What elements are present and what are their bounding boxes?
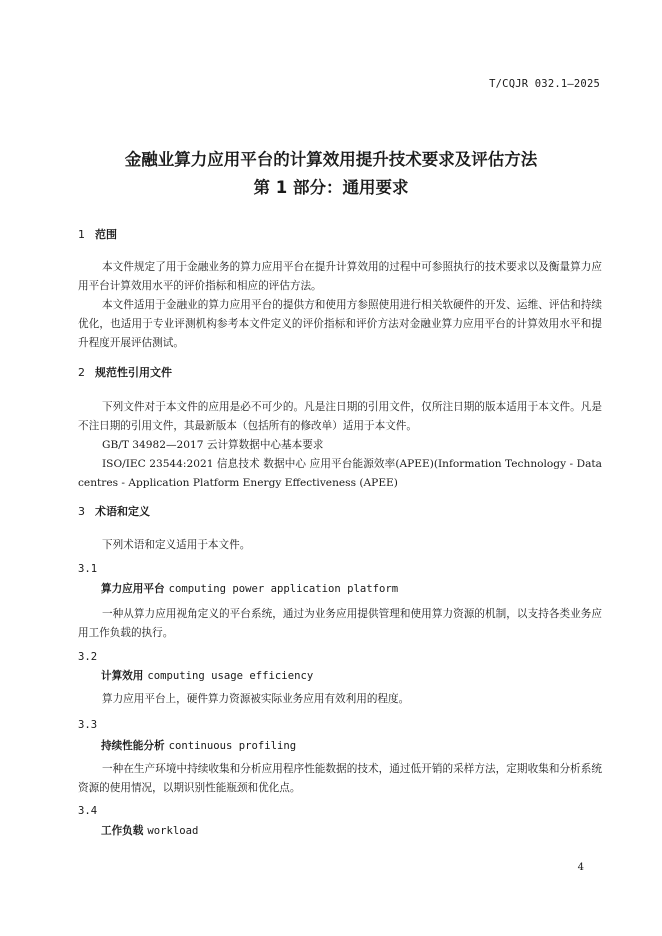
term-name-zh: 工作负载 (101, 825, 144, 837)
term-definition: 一种在生产环境中持续收集和分析应用程序性能数据的技术，通过低开销的采样方法，定期收集和分析系统资源的使用情况，以期识别性能瓶颈和优化点。 (78, 763, 602, 794)
term-number: 3.3 (78, 719, 98, 731)
paragraph: 下列文件对于本文件的应用是必不可少的。凡是注日期的引用文件，仅所注日期的版本适用于本文件。凡是不注日期的引用文件，其最新版本（包括所有的修改单）适用于本文件。 (78, 401, 602, 432)
paragraph: 本文件适用于金融业的算力应用平台的提供方和使用方参照使用进行相关软硬件的开发、运维、评估和持续优化，也适用于专业评测机构参考本文件定义的评价指标和评价方法对金融业算力应用平台的计算效用水平和提升程度开展评估测试。 (78, 299, 602, 349)
section-number: 2 (78, 366, 85, 379)
term-name-zh: 持续性能分析 (101, 740, 165, 752)
term-name-zh: 算力应用平台 (101, 583, 165, 595)
term-name-en: computing power application platform (168, 583, 399, 595)
term-name (101, 823, 198, 838)
term-name-en: workload (147, 825, 199, 837)
term-name (101, 668, 313, 683)
section-title: 范围 (95, 228, 117, 241)
section-heading-normative-references (78, 364, 172, 380)
section-heading-scope (78, 226, 117, 242)
term-name-en: computing usage efficiency (147, 670, 314, 682)
paragraph: 下列术语和定义适用于本文件。 (102, 539, 251, 551)
term-definition: 一种从算力应用视角定义的平台系统，通过为业务应用提供管理和使用算力资源的机制，以支持各类业务应用工作负载的执行。 (78, 608, 602, 639)
section-number: 3 (78, 505, 85, 518)
term-number: 3.1 (78, 563, 98, 575)
reference-item: ISO/IEC 23544:2021 信息技术 数据中心 应用平台能源效率(APEE)(Information Technology - Data centres - Application Platform Energy Effectiveness (APEE) (78, 458, 602, 489)
term-number: 3.2 (78, 651, 98, 663)
section-title: 术语和定义 (95, 505, 150, 518)
document-title: 金融业算力应用平台的计算效用提升技术要求及评估方法 (124, 150, 538, 169)
term-name-zh: 计算效用 (101, 670, 144, 682)
term-name (101, 738, 296, 753)
term-definition: 算力应用平台上，硬件算力资源被实际业务应用有效利用的程度。 (102, 693, 410, 705)
term-name (101, 581, 398, 596)
document-id: T/CQJR 032.1—2025 (489, 78, 600, 90)
term-name-en: continuous profiling (168, 740, 297, 752)
page-number: 4 (577, 862, 584, 873)
paragraph: 本文件规定了用于金融业务的算力应用平台在提升计算效用的过程中可参照执行的技术要求以及衡量算力应用平台计算效用水平的评价指标和相应的评估方法。 (78, 261, 602, 292)
section-heading-terms (78, 503, 150, 519)
section-number: 1 (78, 228, 85, 241)
document-subtitle: 第 1 部分：通用要求 (253, 178, 409, 197)
section-title: 规范性引用文件 (95, 366, 172, 379)
term-number: 3.4 (78, 805, 98, 817)
reference-item: GB/T 34982—2017 云计算数据中心基本要求 (102, 439, 324, 451)
